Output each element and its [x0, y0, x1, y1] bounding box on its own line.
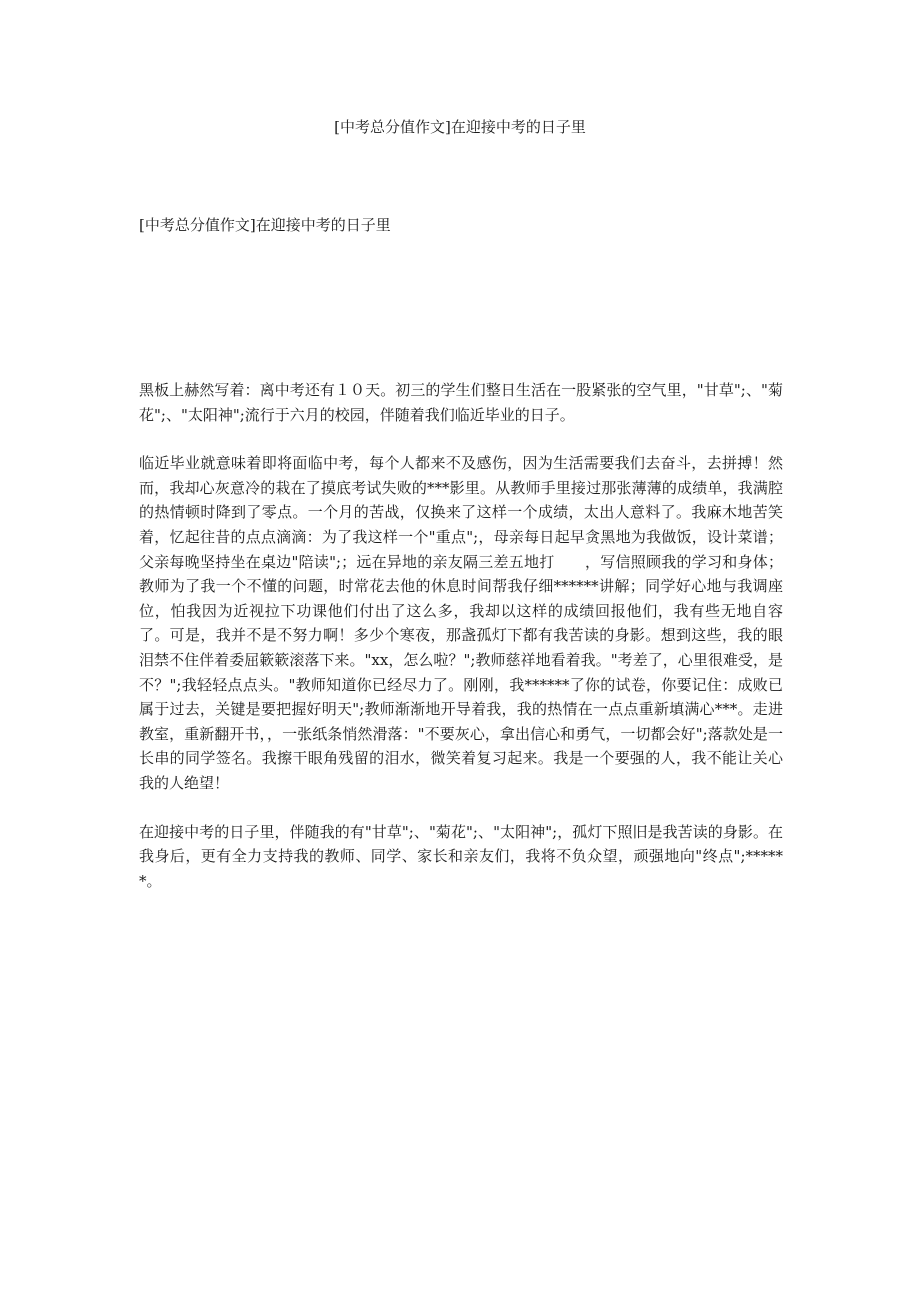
document-body — [139, 378, 783, 917]
paragraph-1: 黑板上赫然写着：离中考还有１０天。初三的学生们整日生活在一股紧张的空气里，"甘草";、"菊花";、"太阳神";流行于六月的校园，伴随着我们临近毕业的日子。 — [139, 381, 783, 424]
document-title: [中考总分值作文]在迎接中考的日子里 — [139, 216, 391, 234]
page-header-title: [中考总分值作文]在迎接中考的日子里 — [334, 118, 586, 136]
paragraph-3: 在迎接中考的日子里，伴随我的有"甘草";、"菊花";、"太阳神";，孤灯下照旧是我苦读的身影。在我身后，更有全力支持我的教师、同学、家长和亲友们，我将不负众望，顽强地向"终点";******。 — [139, 822, 783, 890]
paragraph-2: 临近毕业就意味着即将面临中考，每个人都来不及感伤，因为生活需要我们去奋斗，去拼搏！然而，我却心灰意冷的栽在了摸底考试失败的***影里。从教师手里接过那张薄薄的成绩单，我满腔的热情顿时降到了零点。一个月的苦战，仅换来了这样一个成绩，太出人意料了。我麻木地苦笑着，忆起往昔的点点滴滴：为了我这样一个"重点";，母亲每日起早贪黑地为我做饭，设计菜谱；父亲每晚坚持坐在桌边"陪读";；远在异地的亲友隔三差五地打 ，写信照顾我的学习和身体；教师为了我一个不懂的问题，时常花去他的休息时间帮我仔细******讲解；同学好心地与我调座位，怕我因为近视拉下功课他们付出了这么多，我却以这样的成绩回报他们，我有些无地自容了。可是，我并不是不努力啊！多少个寒夜，那盏孤灯下都有我苦读的身影。想到这些，我的眼泪禁不住伴着委屈簌簌滚落下来。"xx，怎么啦？";教师慈祥地看着我。"考差了，心里很难受，是不？";我轻轻点点头。"教师知道你已经尽力了。刚刚，我******了你的试卷，你要记住：成败已属于过去，关键是要把握好明天";教师渐渐地开导着我，我的热情在一点点重新填满心***。走进教室，重新翻开书，，一张纸条悄然滑落："不要灰心，拿出信心和勇气，一切都会好";落款处是一长串的同学签名。我擦干眼角残留的泪水，微笑着复习起来。我是一个要强的人，我不能让关心我的人绝望！ — [139, 454, 783, 792]
